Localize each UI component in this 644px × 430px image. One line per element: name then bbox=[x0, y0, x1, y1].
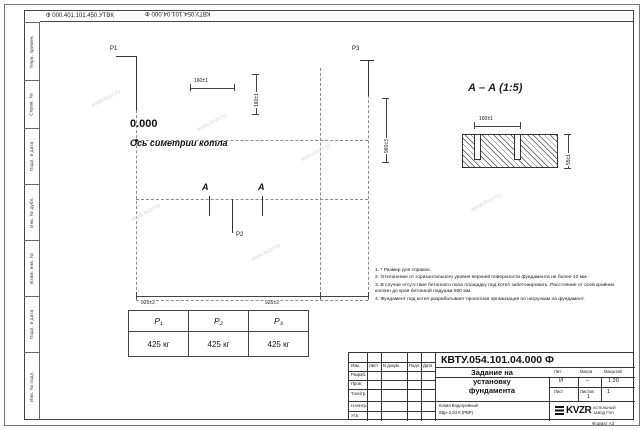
tb-sheet-label: Лист bbox=[554, 389, 564, 394]
load-header-p2: P₂ bbox=[189, 311, 249, 332]
section-title: А – А (1:5) bbox=[468, 82, 523, 94]
load-header-p3: P₃ bbox=[249, 311, 309, 332]
table-row bbox=[129, 332, 309, 357]
note-1: 1. * Размер для справок. bbox=[375, 268, 431, 273]
dim-line-925-left bbox=[136, 296, 320, 297]
tb-title-line-2: установку bbox=[473, 376, 511, 386]
margin-label-4: Взам. инв. № bbox=[29, 253, 34, 284]
format-note: Формат А3 bbox=[592, 421, 615, 426]
tb-title-line-1: Задание на bbox=[471, 368, 513, 377]
watermark-3: www.kvzr.ru bbox=[130, 202, 162, 224]
tb-col-podp: Подп. bbox=[409, 363, 421, 368]
axis-label: Ось симетрии котла bbox=[130, 138, 228, 148]
section-dim-right: 55±1 bbox=[566, 153, 572, 165]
margin-label-1: Справ. № bbox=[29, 93, 34, 116]
tb-copy-note-1: Копия Водогрейный bbox=[439, 403, 478, 408]
company-logo bbox=[555, 405, 616, 416]
section-mark-right-line bbox=[262, 196, 263, 216]
tb-div-h6 bbox=[349, 411, 435, 412]
tb-lit-value: И bbox=[559, 378, 564, 384]
grid-line-bottom bbox=[136, 300, 368, 301]
dim-tick-e bbox=[382, 98, 389, 99]
dim-160-v: 160±1 bbox=[254, 93, 260, 107]
point-label-p2: P2 bbox=[236, 232, 244, 238]
logo-text: KVZR bbox=[566, 405, 592, 416]
dim-925-left: 925±2 bbox=[141, 300, 155, 306]
load-value-p2: 425 кг bbox=[189, 332, 249, 357]
dim-line-925-right bbox=[320, 296, 368, 297]
point-label-p3: P3 bbox=[352, 46, 360, 52]
tb-role-1: Пров bbox=[351, 381, 361, 386]
tb-sheet-value: 1 bbox=[587, 394, 591, 400]
tb-div-h4 bbox=[349, 389, 435, 390]
dim-925-right: 925±2 bbox=[265, 300, 279, 306]
zero-label: 0.000 bbox=[130, 118, 158, 130]
dim-line-160-h bbox=[190, 88, 234, 89]
tb-div-v1 bbox=[435, 353, 436, 421]
point-label-p1: P1 bbox=[110, 46, 118, 52]
table-row bbox=[129, 311, 309, 332]
leader-p1-h bbox=[116, 56, 136, 57]
leader-p2 bbox=[232, 199, 233, 233]
tb-div-v8 bbox=[578, 377, 579, 387]
leader-p3 bbox=[368, 60, 369, 96]
load-header-p1: P₁ bbox=[129, 311, 189, 332]
section-tick-b bbox=[520, 122, 521, 129]
company-lines bbox=[593, 406, 616, 414]
company-line-1: КОТЕЛЬНЫЙ bbox=[593, 406, 616, 411]
tb-col-data: Дата bbox=[423, 363, 433, 368]
margin-cell-6 bbox=[24, 352, 40, 420]
leader-p1 bbox=[136, 56, 137, 110]
sheet-header-strip bbox=[40, 10, 634, 22]
section-mark-a-left: A bbox=[202, 182, 209, 192]
tb-role-4: Утв. bbox=[351, 413, 359, 418]
grid-line-mid bbox=[136, 199, 368, 200]
margin-cell-0 bbox=[24, 22, 40, 80]
note-4: 4. Фундамент под котел разрабатывает проектная организация по нагрузкам на фундамент. bbox=[375, 296, 585, 302]
section-tick-c bbox=[564, 134, 571, 135]
margin-cell-1 bbox=[24, 80, 40, 128]
margin-label-3: Инв. № дубл. bbox=[29, 197, 35, 228]
tb-lit-label: Лит. bbox=[554, 369, 562, 374]
dim-960: 960±3 bbox=[384, 139, 390, 153]
tb-mass-label: Масса bbox=[580, 369, 593, 374]
leader-p3-h bbox=[360, 60, 374, 61]
tb-div-v9 bbox=[601, 377, 602, 387]
load-value-p1: 425 кг bbox=[129, 332, 189, 357]
margin-cell-3 bbox=[24, 184, 40, 240]
margin-cell-5 bbox=[24, 296, 40, 352]
tb-col-doc: N докум. bbox=[383, 363, 400, 368]
section-bolt-left bbox=[474, 134, 481, 160]
tb-div-h9 bbox=[435, 401, 635, 402]
dim-160-h: 160±1 bbox=[194, 78, 208, 84]
margin-cell-2 bbox=[24, 128, 40, 184]
tb-div-h3 bbox=[349, 380, 435, 381]
tb-role-0: Разраб. bbox=[351, 372, 367, 377]
load-value-p3: 425 кг bbox=[249, 332, 309, 357]
tb-div-h10 bbox=[549, 387, 635, 388]
company-line-2: ЗАВОД РЭП bbox=[593, 410, 614, 415]
section-mark-left-line bbox=[209, 196, 210, 216]
tb-role-2: Т.контр. bbox=[351, 391, 367, 396]
tb-div-h7 bbox=[435, 367, 635, 368]
tb-col-list: Лист bbox=[369, 363, 379, 368]
dim-tick-d bbox=[252, 114, 259, 115]
dim-tick-f bbox=[382, 162, 389, 163]
dim-tick-g bbox=[136, 292, 137, 299]
dim-tick-h bbox=[320, 292, 321, 299]
dim-tick-i bbox=[368, 292, 369, 299]
watermark-5: www.kvzr.ru bbox=[470, 192, 502, 214]
tb-title-lines bbox=[437, 369, 547, 396]
section-mark-a-right: A bbox=[258, 182, 265, 192]
tb-copy-note-2: КВр–2,63 К (РВР) bbox=[439, 410, 473, 415]
tb-div-v7 bbox=[549, 401, 550, 421]
margin-label-0: Перв. примен. bbox=[29, 34, 35, 69]
tb-designation: КВТУ.054.101.04.000 Ф bbox=[441, 354, 555, 366]
logo-bars-icon bbox=[555, 406, 564, 415]
watermark-1: www.kvzr.ru bbox=[196, 112, 228, 134]
note-3: 3. В случае отсутствия бетонного пола площадку под котел забетонировать. Расстояние от осей крайних колонн до края бетонной подушки 500 мм. bbox=[375, 282, 615, 295]
section-bolt-right bbox=[514, 134, 521, 160]
section-dim-line-top bbox=[474, 126, 520, 127]
margin-label-2: Подп. и дата bbox=[29, 141, 34, 172]
watermark-0: www.kvzr.ru bbox=[90, 88, 122, 110]
tb-scale-label: Масштаб bbox=[604, 369, 622, 374]
dim-tick-b bbox=[234, 84, 235, 91]
tb-col-izm: Изм. bbox=[351, 363, 360, 368]
tb-scale-value: 1:20 bbox=[608, 378, 619, 384]
title-block bbox=[348, 352, 634, 420]
margin-label-5: Подп. и дата bbox=[29, 309, 34, 340]
margin-label-6: Инв. № подл. bbox=[29, 370, 35, 403]
section-dim-top: 160±1 bbox=[479, 116, 493, 122]
watermark-4: www.kvzr.ru bbox=[250, 242, 282, 264]
watermark-2: www.kvzr.ru bbox=[300, 142, 332, 164]
sheet-code-mirrored: КВТУ.054.101.04.000 Ф bbox=[145, 10, 211, 17]
margin-cell-4 bbox=[24, 240, 40, 296]
tb-sheets-label: Листов bbox=[580, 389, 594, 394]
tb-sheets-value: 1 bbox=[607, 389, 611, 395]
grid-line-right bbox=[368, 95, 369, 300]
dim-tick-c bbox=[252, 74, 259, 75]
tb-mass-value: – bbox=[586, 378, 590, 384]
section-tick-d bbox=[564, 168, 571, 169]
tb-div-v6 bbox=[549, 377, 550, 401]
dim-tick-a bbox=[190, 84, 191, 91]
tb-div-v10 bbox=[578, 387, 579, 401]
notes-block bbox=[375, 268, 627, 304]
note-2: 2. Отклонение от горизонтального уровня верхней поверхности фундамента не более 10 мм. bbox=[375, 275, 588, 281]
load-table bbox=[128, 310, 309, 357]
section-tick-a bbox=[474, 122, 475, 129]
sheet-code-left: Ф 000.401.101.450.УТВК bbox=[46, 12, 114, 19]
grid-line-center bbox=[320, 68, 321, 300]
tb-title-line-3: фундамента bbox=[468, 385, 516, 395]
tb-role-3: Н.контр. bbox=[351, 403, 368, 408]
tb-div-h5 bbox=[349, 401, 435, 402]
tb-div-v11 bbox=[601, 387, 602, 401]
